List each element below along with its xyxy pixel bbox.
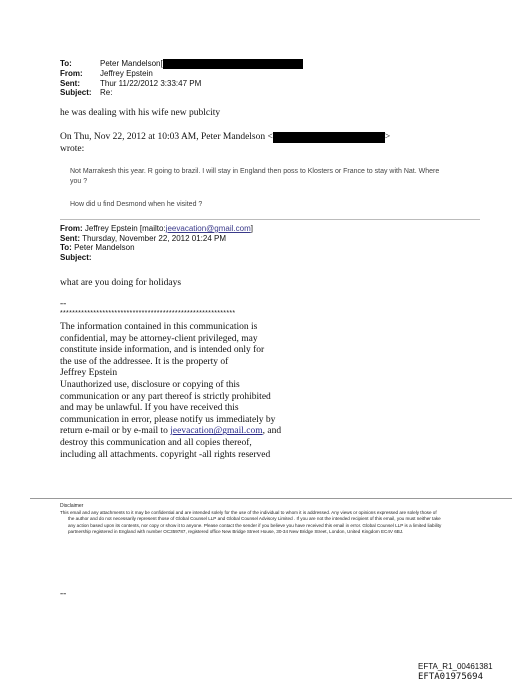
orig-from-label: From: [60,224,83,233]
confidentiality-line: The information contained in this communication is [60,322,258,332]
email-header [60,59,303,98]
conf-email-suffix: , and [262,426,282,437]
reply-body: he was dealing with his wife new publcity [60,108,221,118]
subject-label: Subject: [60,88,92,98]
header-sent-row [60,79,303,89]
confidentiality-line: constitute inside information, and is intended only for [60,345,265,356]
header-from-row [60,69,303,79]
quoted-message-desmond: How did u find Desmond when he visited ? [70,201,203,208]
quoted-message-nat: Not Marrakesh this year. R going to brazil. I will stay in England then poss to Klosters or France to stay with Nat. Where you ? [70,168,440,185]
orig-from-value-end: ] [250,224,253,233]
signature-dashes: -- [60,299,67,309]
orig-subject-label: Subject: [60,252,92,262]
quote-intro-line1-end: > [384,132,391,142]
to-label: To: [60,59,72,68]
confidentiality-email-line [60,426,300,438]
orig-sent-label: Sent: [60,233,80,243]
disclaimer-title: Disclaimer [60,503,84,509]
redaction-bar [163,59,303,69]
disclaimer-text: This email and any attachments to it may be confidential and are intended solely for the use of the individual to whom it is addressed. Any views or opinions expressed are solely those of the author and do not necessarily represent those of Global Counsel LLP and Global Counsel Advisory Limited . If you are not the intended recipient of this email, you must neither take any action based upon its contents, nor copy or show it to anyone. Please contact the sender if you believe you have received this email in error. Global Counsel LLP is a limited liability partnership registered in England with number OC359787, registered office New Bridge Street House, 30-34 New Bridge Street, London, United Kingdom EC4V 6BJ. [60,510,442,534]
orig-sent-value: Thursday, November 22, 2012 01:24 PM [82,233,227,243]
confidentiality-line: communication or any part thereof is strictly prohibited [60,391,271,402]
confidentiality-line: confidential, may be attorney-client privileged, may [60,333,258,344]
orig-to-label: To: [60,243,72,253]
orig-from-email-link[interactable]: jeevacation@gmail.com [165,224,251,233]
to-value: Peter Mandelson[ [100,59,163,68]
confidentiality-line: the use of the addressee. It is the property of [60,356,229,367]
quote-intro [60,131,480,155]
sent-label: Sent: [60,78,80,88]
redaction-bar [273,132,385,143]
orig-from-value: Jeffrey Epstein [mailto: [84,224,166,233]
bates-number-2: EFTA01975694 [418,672,484,682]
confidentiality-notice [60,322,300,461]
orig-to-value: Peter Mandelson [74,243,135,253]
confidentiality-line: communication in error, please notify us immediately by [60,414,276,425]
confidentiality-line: including all attachments. copyright -all rights reserved [60,449,271,460]
stars-separator: ********************************************************** [60,310,236,317]
confidentiality-lines-after [60,438,300,461]
conf-email-prefix: return e-mail or by e-mail to [60,426,171,437]
quote-intro-line1: On Thu, Nov 22, 2012 at 10:03 AM, Peter Mandelson < [60,132,273,142]
original-header [60,224,253,262]
header-subject-row [60,88,303,98]
confidentiality-line: destroy this communication and all copies thereof, [60,437,252,448]
confidentiality-line: Jeffrey Epstein [60,368,118,379]
confidentiality-line: and may be unlawful. If you have received this [60,403,239,414]
from-label: From: [60,69,83,78]
original-body: what are you doing for holidays [60,278,182,288]
disclaimer [60,503,442,535]
header-to-row [60,59,303,69]
subject-value: Re: [100,88,113,98]
confidentiality-line: Unauthorized use, disclosure or copying of this [60,379,240,390]
sent-value: Thur 11/22/2012 3:33:47 PM [100,78,202,88]
quote-intro-line2: wrote: [60,144,85,154]
conf-email-link[interactable]: jeevacation@gmail.com [170,426,263,437]
bates-number-1: EFTA_R1_00461381 [418,662,493,671]
disclaimer-divider [30,498,512,499]
from-value: Jeffrey Epstein [100,69,153,78]
divider [60,219,480,220]
confidentiality-lines [60,322,300,426]
bottom-dashes: -- [60,589,67,599]
